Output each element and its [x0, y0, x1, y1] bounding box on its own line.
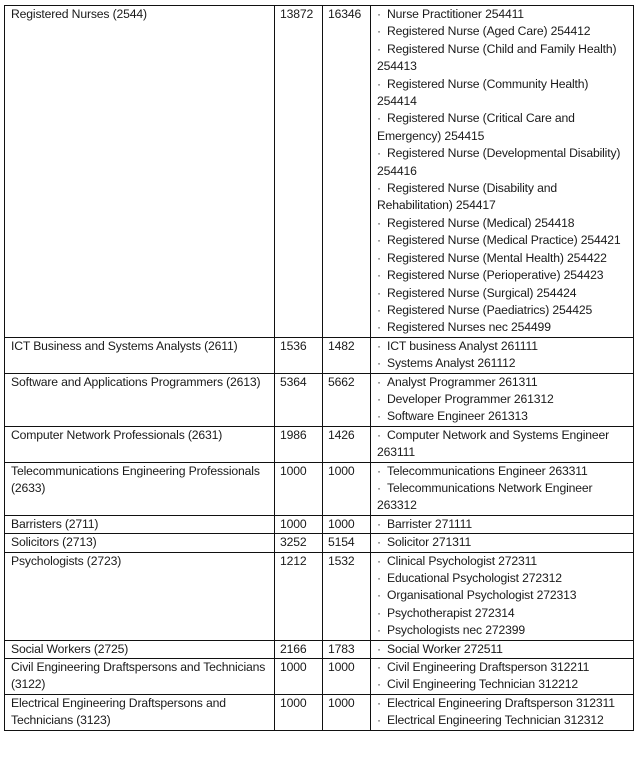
value-b-cell: [323, 694, 371, 730]
occupation-list-item: [377, 232, 630, 249]
occupation-list-item: [377, 110, 630, 145]
occupation-label: Educational Psychologist 272312: [387, 571, 562, 585]
occupation-group-name: Telecommunications Engineering Professionals (2633): [11, 463, 260, 495]
value-b: 1000: [328, 516, 355, 531]
occupation-label: Registered Nurse (Mental Health) 254422: [387, 250, 607, 265]
occupation-group-cell: [5, 515, 275, 533]
occupation-label: Software Engineer 261313: [387, 409, 528, 424]
occupation-label: Clinical Psychologist 272311: [387, 553, 538, 568]
bullet-icon: ·: [377, 338, 381, 353]
occupation-label: Registered Nurse (Developmental Disability) 254416: [377, 146, 621, 178]
value-b: 5154: [328, 535, 355, 550]
occupation-label: ICT business Analyst 261111: [387, 338, 538, 353]
value-b-cell: [323, 552, 371, 640]
value-b-cell: [323, 534, 371, 552]
value-b: 1482: [328, 338, 355, 353]
bullet-icon: ·: [377, 111, 381, 126]
occupation-label: Registered Nurse (Aged Care) 254412: [387, 24, 591, 39]
occupation-label: Registered Nurse (Medical) 254418: [387, 215, 575, 230]
occupation-group-cell: [5, 640, 275, 658]
occupation-list-item: [377, 76, 630, 111]
occupation-list-item: [377, 480, 630, 515]
occupation-list-item: [377, 145, 630, 180]
occupation-list: [377, 695, 630, 730]
value-b-cell: [323, 462, 371, 515]
value-a-cell: [275, 6, 323, 338]
bullet-icon: ·: [377, 695, 381, 710]
occupation-label: Registered Nurses nec 254499: [387, 320, 551, 335]
bullet-icon: ·: [377, 713, 381, 728]
occupation-group-name: Computer Network Professionals (2631): [11, 427, 223, 442]
bullet-icon: ·: [377, 660, 381, 675]
occupation-label: Registered Nurse (Critical Care and Emergency) 254415: [377, 111, 575, 143]
table-row: [5, 659, 634, 695]
bullet-icon: ·: [377, 677, 381, 692]
occupation-list-item: [377, 319, 630, 336]
occupation-label: Registered Nurse (Perioperative) 254423: [387, 268, 604, 283]
occupation-group-name: Software and Applications Programmers (2613): [11, 374, 261, 389]
occupation-group-cell: [5, 462, 275, 515]
bullet-icon: ·: [377, 76, 381, 91]
bullet-icon: ·: [377, 181, 381, 196]
occupation-list-item: [377, 41, 630, 76]
bullet-icon: ·: [377, 553, 381, 568]
occupation-list: [377, 659, 630, 694]
occupation-label: Psychologists nec 272399: [387, 623, 526, 638]
occupation-list-item: [377, 553, 630, 570]
occupation-list: [377, 534, 630, 551]
occupation-list-item: [377, 6, 630, 23]
occupation-list-item: [377, 215, 630, 232]
occupation-list: [377, 338, 630, 373]
occupation-label: Analyst Programmer 261311: [387, 374, 538, 389]
occupation-list-item: [377, 587, 630, 604]
occupation-label: Registered Nurse (Surgical) 254424: [387, 285, 577, 300]
occupations-cell: [371, 694, 634, 730]
occupation-label: Developer Programmer 261312: [387, 391, 554, 406]
occupation-list-item: [377, 302, 630, 319]
value-b-cell: [323, 640, 371, 658]
value-a-cell: [275, 515, 323, 533]
bullet-icon: ·: [377, 374, 381, 389]
occupation-list-item: [377, 516, 630, 533]
occupation-list: [377, 463, 630, 515]
value-a-cell: [275, 552, 323, 640]
occupation-list-item: [377, 180, 630, 215]
occupation-label: Registered Nurse (Community Health) 254414: [377, 76, 589, 109]
value-b-cell: [323, 426, 371, 462]
value-b: 1000: [328, 660, 355, 675]
occupation-list-item: [377, 641, 630, 658]
occupations-cell: [371, 426, 634, 462]
occupation-group-cell: [5, 373, 275, 426]
bullet-icon: ·: [377, 215, 381, 230]
bullet-icon: ·: [377, 302, 381, 317]
bullet-icon: ·: [377, 7, 381, 21]
value-b: 1783: [328, 641, 355, 656]
bullet-icon: ·: [377, 605, 381, 620]
occupation-list-item: [377, 605, 630, 622]
value-b-cell: [323, 337, 371, 373]
occupation-list-item: [377, 712, 630, 729]
value-b-cell: [323, 6, 371, 338]
occupation-list: [377, 6, 630, 337]
occupation-list-item: [377, 267, 630, 284]
value-a: 3252: [280, 535, 307, 550]
bullet-icon: ·: [377, 391, 381, 406]
value-b: 1000: [328, 463, 355, 478]
occupation-group-name: Social Workers (2725): [11, 641, 129, 656]
occupation-list-item: [377, 463, 630, 480]
occupation-label: Registered Nurse (Child and Family Health) 254413: [377, 41, 617, 74]
value-a: 1986: [280, 427, 307, 442]
value-a-cell: [275, 426, 323, 462]
table-row: [5, 694, 634, 730]
occupation-list-item: [377, 338, 630, 355]
value-b: 1000: [328, 695, 355, 710]
occupation-group-cell: [5, 534, 275, 552]
bullet-icon: ·: [377, 41, 381, 56]
occupation-group-name: Electrical Engineering Draftspersons and Technicians (3123): [11, 695, 226, 728]
occupation-label: Registered Nurse (Paediatrics) 254425: [387, 302, 593, 317]
occupations-cell: [371, 659, 634, 695]
value-a: 1000: [280, 695, 307, 710]
occupations-cell: [371, 640, 634, 658]
occupation-list-item: [377, 285, 630, 302]
value-a: 1536: [280, 338, 307, 353]
bullet-icon: ·: [377, 571, 381, 585]
occupation-list-item: [377, 427, 630, 462]
occupation-list-item: [377, 23, 630, 40]
bullet-icon: ·: [377, 409, 381, 424]
occupation-group-name: Barristers (2711): [11, 516, 99, 531]
occupation-group-name: Civil Engineering Draftspersons and Technicians (3122): [11, 660, 266, 692]
value-b: 1426: [328, 427, 355, 442]
occupation-label: Telecommunications Network Engineer 263312: [377, 480, 593, 513]
table-row: [5, 640, 634, 658]
occupation-label: Telecommunications Engineer 263311: [387, 463, 588, 478]
occupation-list-item: [377, 374, 630, 391]
occupation-group-cell: [5, 552, 275, 640]
bullet-icon: ·: [377, 285, 381, 300]
bullet-icon: ·: [377, 463, 381, 478]
occupations-cell: [371, 373, 634, 426]
value-a: 1000: [280, 463, 307, 478]
occupation-list-item: [377, 534, 630, 551]
value-b: 16346: [328, 7, 362, 21]
value-a: 5364: [280, 374, 307, 389]
occupation-group-cell: [5, 426, 275, 462]
value-a-cell: [275, 694, 323, 730]
bullet-icon: ·: [377, 535, 381, 550]
occupations-cell: [371, 515, 634, 533]
table-row: [5, 426, 634, 462]
occupation-table-body: [5, 6, 634, 731]
occupation-list-item: [377, 391, 630, 408]
value-a-cell: [275, 373, 323, 426]
occupation-table: [4, 5, 634, 731]
bullet-icon: ·: [377, 516, 381, 531]
occupation-label: Electrical Engineering Technician 312312: [387, 713, 604, 728]
value-a: 1212: [280, 553, 307, 568]
value-b-cell: [323, 515, 371, 533]
occupation-label: Nurse Practitioner 254411: [387, 7, 524, 21]
value-a-cell: [275, 640, 323, 658]
table-row: [5, 462, 634, 515]
bullet-icon: ·: [377, 146, 381, 161]
occupation-group-name: Registered Nurses (2544): [11, 7, 147, 21]
bullet-icon: ·: [377, 268, 381, 283]
table-row: [5, 515, 634, 533]
occupations-cell: [371, 6, 634, 338]
occupation-group-name: Solicitors (2713): [11, 535, 97, 550]
bullet-icon: ·: [377, 356, 381, 371]
bullet-icon: ·: [377, 588, 381, 603]
value-b-cell: [323, 659, 371, 695]
occupation-group-cell: [5, 337, 275, 373]
table-row: [5, 534, 634, 552]
occupation-label: Registered Nurse (Medical Practice) 254421: [387, 233, 621, 248]
bullet-icon: ·: [377, 427, 381, 442]
occupation-label: Psychotherapist 272314: [387, 605, 515, 620]
value-a-cell: [275, 462, 323, 515]
value-a-cell: [275, 534, 323, 552]
occupation-list-item: [377, 695, 630, 712]
occupations-cell: [371, 462, 634, 515]
value-a: 13872: [280, 7, 314, 21]
occupation-label: Civil Engineering Technician 312212: [387, 677, 579, 692]
occupation-list-item: [377, 676, 630, 693]
bullet-icon: ·: [377, 320, 381, 335]
occupation-label: Registered Nurse (Disability and Rehabilitation) 254417: [377, 181, 557, 213]
occupation-list: [377, 374, 630, 426]
occupation-group-cell: [5, 694, 275, 730]
value-a: 1000: [280, 660, 307, 675]
value-b-cell: [323, 373, 371, 426]
occupations-cell: [371, 552, 634, 640]
occupation-list-item: [377, 250, 630, 267]
occupation-group-cell: [5, 6, 275, 338]
occupation-group-name: ICT Business and Systems Analysts (2611): [11, 338, 238, 353]
occupation-list: [377, 553, 630, 640]
occupation-list-item: [377, 622, 630, 639]
occupation-list-item: [377, 355, 630, 372]
occupation-label: Organisational Psychologist 272313: [387, 588, 577, 603]
bullet-icon: ·: [377, 623, 381, 638]
occupation-label: Civil Engineering Draftsperson 312211: [387, 660, 590, 675]
bullet-icon: ·: [377, 250, 381, 265]
table-row: [5, 337, 634, 373]
occupation-group-cell: [5, 659, 275, 695]
occupation-label: Electrical Engineering Draftsperson 312311: [387, 695, 615, 710]
table-row: [5, 552, 634, 640]
occupation-label: Systems Analyst 261112: [387, 356, 516, 371]
table-row: [5, 6, 634, 338]
value-a-cell: [275, 337, 323, 373]
value-a-cell: [275, 659, 323, 695]
occupation-list-item: [377, 408, 630, 425]
value-b: 1532: [328, 553, 355, 568]
value-a: 1000: [280, 516, 307, 531]
table-row: [5, 373, 634, 426]
occupation-list-item: [377, 659, 630, 676]
value-b: 5662: [328, 374, 355, 389]
occupation-list: [377, 427, 630, 462]
bullet-icon: ·: [377, 641, 381, 656]
occupation-list: [377, 516, 630, 533]
bullet-icon: ·: [377, 24, 381, 39]
value-a: 2166: [280, 641, 307, 656]
occupation-label: Barrister 271111: [387, 516, 472, 531]
bullet-icon: ·: [377, 480, 381, 495]
bullet-icon: ·: [377, 233, 381, 248]
occupation-list-item: [377, 570, 630, 587]
occupations-cell: [371, 534, 634, 552]
occupation-group-name: Psychologists (2723): [11, 553, 122, 568]
occupation-label: Social Worker 272511: [387, 641, 503, 656]
occupations-cell: [371, 337, 634, 373]
occupation-list: [377, 641, 630, 658]
occupation-label: Computer Network and Systems Engineer 263111: [377, 427, 610, 460]
occupation-label: Solicitor 271311: [387, 535, 472, 550]
